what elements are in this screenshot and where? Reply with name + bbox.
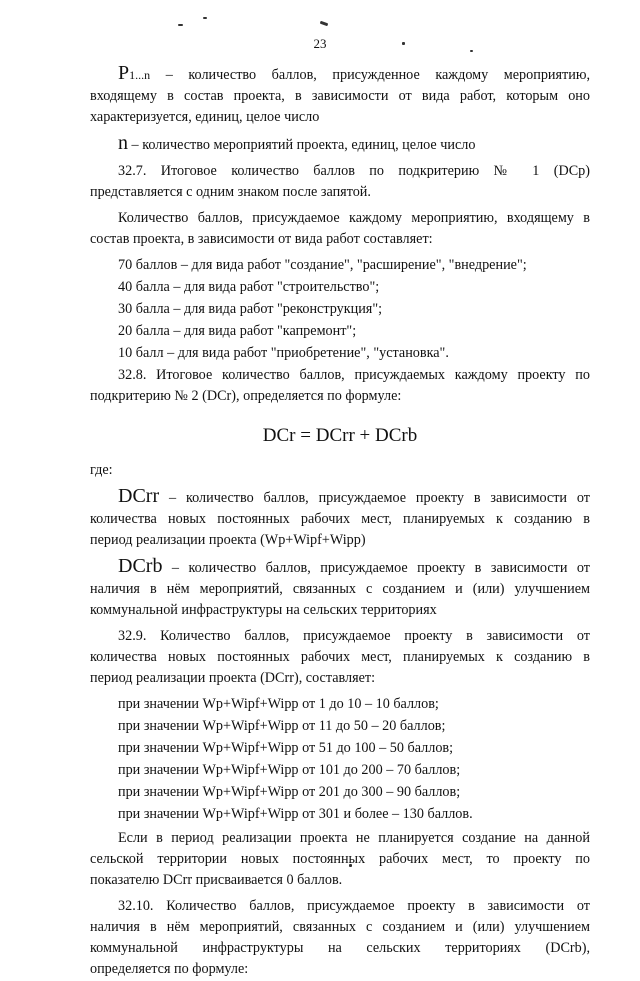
text-line: наличия в нём мероприятий, связанных с созданием и (или) улучшением: [90, 919, 590, 935]
page-number: 23: [313, 36, 327, 51]
paragraph-n-definition: [90, 134, 590, 154]
text-line: коммунальной инфраструктуры на сельских территориях: [90, 602, 437, 618]
text-line: 32.8. Итоговое количество баллов, присуждаемых каждому проекту по: [118, 367, 590, 383]
list-item: 10 балл – для вида работ "приобретение", "установка".: [118, 345, 449, 361]
paragraph-p-definition: [90, 64, 590, 84]
symbol-dcrr: DCrr: [118, 485, 160, 507]
scan-speck: [178, 24, 183, 26]
formula-dcr: DCr = DCrr + DCrb: [262, 425, 418, 446]
text-line: период реализации проекта (Wp+Wipf+Wipp): [90, 532, 366, 548]
text-line: характеризуется, единиц, целое число: [90, 109, 320, 125]
symbol-n: n: [118, 132, 128, 154]
text-line: подкритерию № 2 (DCr), определяется по формуле:: [90, 388, 402, 404]
text-line: показателю DCrr присваивается 0 баллов.: [90, 872, 343, 888]
symbol-p-subscript: 1...n: [129, 68, 151, 82]
list-item: при значении Wp+Wipf+Wipp от 101 до 200 – 70 баллов;: [118, 762, 461, 778]
document-body: [90, 64, 590, 981]
text-line: – количество мероприятий проекта, единиц, целое число: [131, 137, 476, 153]
text-line: сельской территории новых постоянных рабочих мест, то проекту по: [90, 851, 590, 867]
text-line: определяется по формуле:: [90, 961, 249, 977]
list-item: при значении Wp+Wipf+Wipp от 201 до 300 – 90 баллов;: [118, 784, 461, 800]
text-line: период реализации проекта (DCrr), составляет:: [90, 670, 376, 686]
scan-speck: [203, 17, 207, 19]
text-line: коммунальной инфраструктуры на сельских территориях (DCrb),: [90, 940, 590, 956]
text-line: представляется с одним знаком после запятой.: [90, 184, 371, 200]
text-line: Если в период реализации проекта не планируется создание на данной: [118, 830, 590, 846]
symbol-p: P: [118, 62, 130, 84]
text-line: Количество баллов, присуждаемое каждому мероприятию, входящему в: [118, 210, 590, 226]
list-item: при значении Wp+Wipf+Wipp от 11 до 50 – 20 баллов;: [118, 718, 446, 734]
list-item: 20 балла – для вида работ "капремонт";: [118, 323, 357, 339]
list-item: при значении Wp+Wipf+Wipp от 301 и более – 130 баллов.: [118, 806, 473, 822]
list-item: 70 баллов – для вида работ "создание", "расширение", "внедрение";: [118, 257, 527, 273]
text-line: входящему в состав проекта, в зависимости от вида работ, которым оно: [90, 88, 590, 104]
text-line: – количество баллов, присужденное каждому мероприятию,: [165, 67, 590, 83]
text-line: 32.9. Количество баллов, присуждаемое проекту в зависимости от: [118, 628, 590, 644]
text-line: – количество баллов, присуждаемое проекту в зависимости от: [171, 560, 591, 576]
text-line: количества новых постоянных рабочих мест, планируемых к созданию в: [90, 511, 590, 527]
list-item: 30 балла – для вида работ "реконструкция";: [118, 301, 383, 317]
list-item: при значении Wp+Wipf+Wipp от 51 до 100 – 50 баллов;: [118, 740, 454, 756]
paragraph-dcrb-definition: [90, 557, 590, 577]
text-line: – количество баллов, присуждаемое проекту в зависимости от: [168, 490, 590, 506]
text-line: 32.7. Итоговое количество баллов по подкритерию № 1 (DCp): [118, 163, 590, 179]
paragraph-dcrr-definition: [90, 487, 590, 507]
text-line: количества новых постоянных рабочих мест, планируемых к созданию в: [90, 649, 590, 665]
text-line: 32.10. Количество баллов, присуждаемое проекту в зависимости от: [118, 898, 590, 914]
list-item: при значении Wp+Wipf+Wipp от 1 до 10 – 10 баллов;: [118, 696, 439, 712]
list-item: 40 балла – для вида работ "строительство";: [118, 279, 380, 295]
text-line: состав проекта, в зависимости от вида работ составляет:: [90, 231, 433, 247]
scan-speck: [320, 21, 329, 27]
symbol-dcrb: DCrb: [118, 555, 163, 577]
where-label: где:: [90, 462, 113, 478]
text-line: наличия в нём мероприятий, связанных с созданием и (или) улучшением: [90, 581, 590, 597]
